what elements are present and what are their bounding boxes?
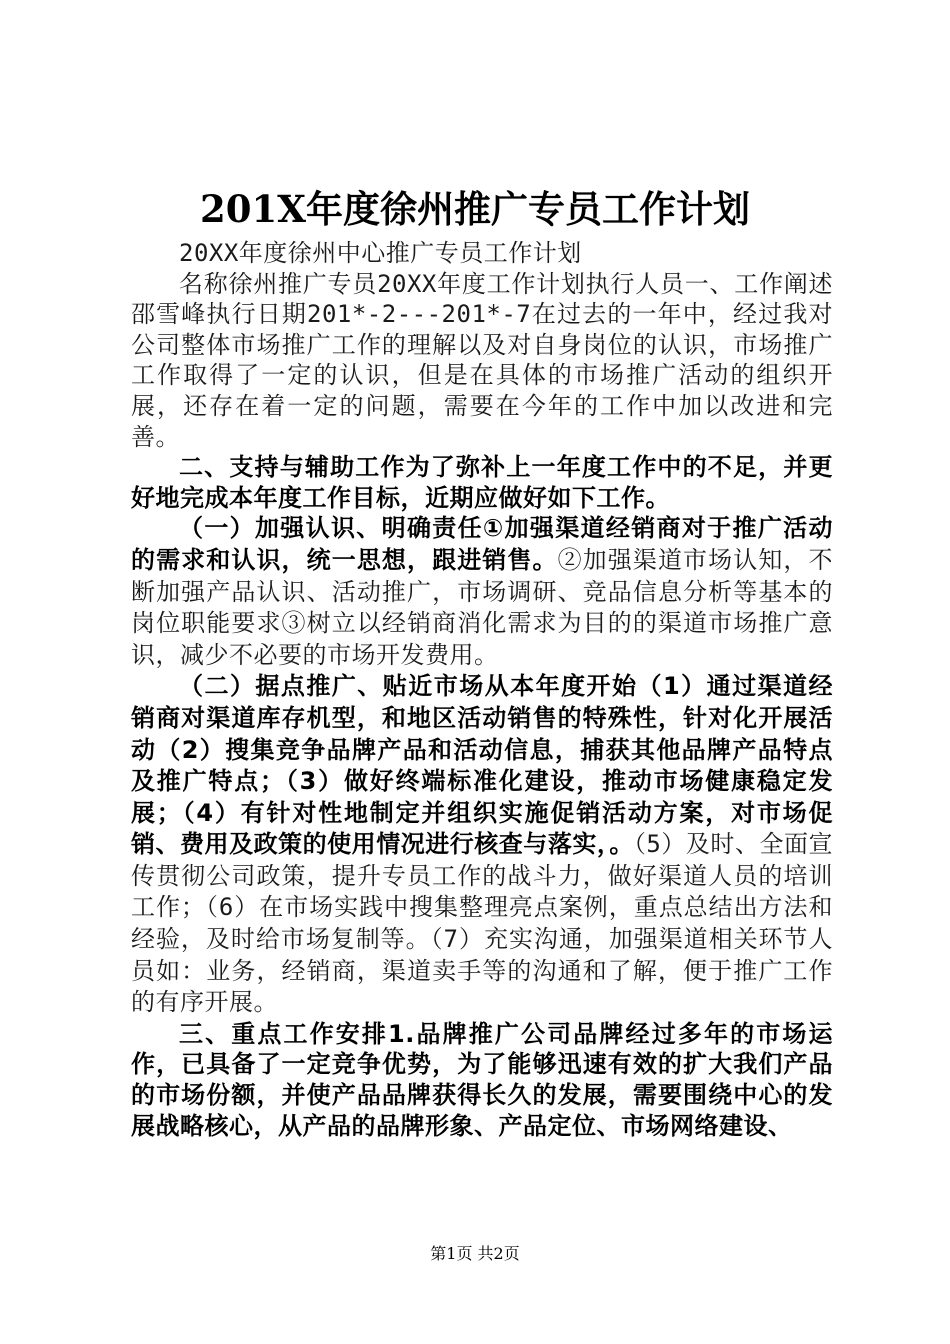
- paragraph-overview: 名称徐州推广专员20XX年度工作计划执行人员一、工作阐述邵雪峰执行日期201*-2---201*-7在过去的一年中，经过我对公司整体市场推广工作的理解以及对自身岗位的认识，市场推广工作取得了一定的认识，但是在具体的市场推广活动的组织开展，还存在着一定的问题，需要在今年的工作中加以改进和完善。: [131, 269, 833, 451]
- subsection-two-bold-text: （二）据点推广、贴近市场从本年度开始（1）通过渠道经销商对渠道库存机型，和地区活动销售的特殊性，针对化开展活动（2）搜集竞争品牌产品和活动信息，捕获其他品牌产品特点及推广特点；（3）做好终端标准化建设，推动市场健康稳定发展；（4）有针对性地制定并组织实施促销活动方案，对市场促销、费用及政策的使用情况进行核查与落实，。: [131, 672, 833, 859]
- subsection-one-bold-text: （一）加强认识、明确责任①加强渠道经销商对于推广活动的需求和认识，统一思想，跟进销售。: [131, 514, 833, 574]
- subsection-one-light-text: ②加强渠道市场认知，不断加强产品认识、活动推广，市场调研、竞品信息分析等基本的岗位职能要求③树立以经销商消化需求为目的的渠道市场推广意识，减少不必要的市场开发费用。: [131, 545, 834, 669]
- paragraph-section-three: 三、重点工作安排1.品牌推广公司品牌经过多年的市场运作，已具备了一定竞争优势，为了能够迅速有效的扩大我们产品的市场份额，并使产品品牌获得长久的发展，需要围绕中心的发展战略核心，从产品的品牌形象、产品定位、市场网络建设、: [131, 1019, 833, 1140]
- paragraph-subtitle: 20XX年度徐州中心推广专员工作计划: [179, 239, 582, 267]
- paragraph-subsection-one: [131, 513, 833, 671]
- paragraph-subsection-two: [131, 671, 833, 1019]
- subsection-two-light-text: （5）及时、全面宣传贯彻公司政策，提升专员工作的战斗力，做好渠道人员的培训工作；（6）在市场实践中搜集整理亮点案例，重点总结出方法和经验，及时给市场复制等。（7）充实沟通，加强渠道相关环节人员如：业务，经销商，渠道卖手等的沟通和了解，便于推广工作的有序开展。: [131, 830, 834, 1017]
- document-title: 201X年度徐州推广专员工作计划: [200, 187, 750, 231]
- document-body: [131, 238, 833, 1141]
- paragraph-section-two: 二、支持与辅助工作为了弥补上一年度工作中的不足，并更好地完成本年度工作目标，近期应做好如下工作。: [131, 453, 833, 512]
- page-footer: 第1页 共2页: [430, 1244, 520, 1263]
